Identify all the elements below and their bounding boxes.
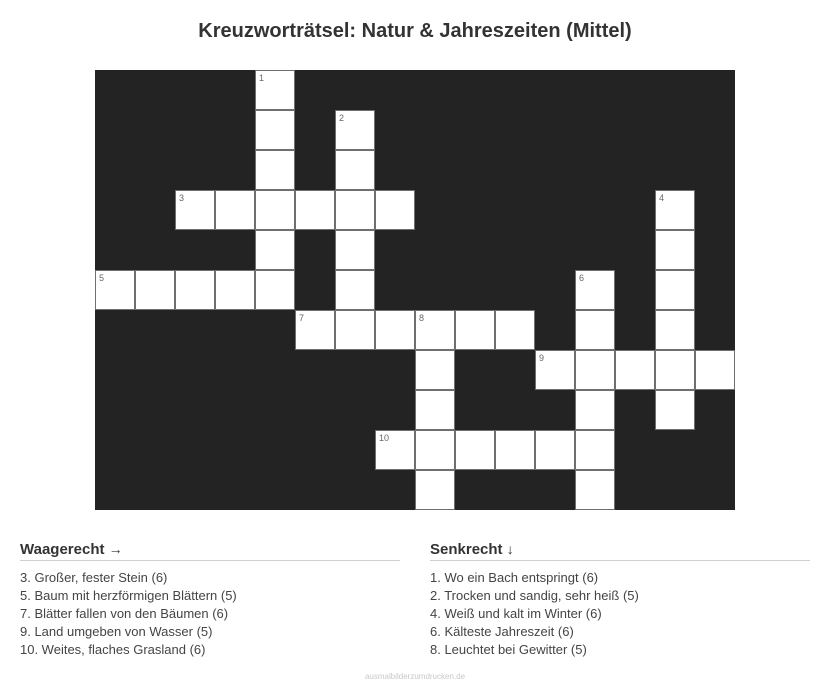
grid-cell[interactable] — [335, 190, 375, 230]
grid-cell[interactable] — [135, 270, 175, 310]
grid-cell[interactable] — [375, 190, 415, 230]
grid-cell[interactable] — [335, 110, 375, 150]
clue-item: 10. Weites, flaches Grasland (6) — [20, 642, 206, 657]
across-clues-section — [20, 540, 400, 659]
grid-cell[interactable] — [575, 390, 615, 430]
clue-item: 6. Kälteste Jahreszeit (6) — [430, 624, 574, 639]
grid-cell[interactable] — [175, 190, 215, 230]
clue-number: 7 — [299, 313, 305, 323]
grid-cell[interactable] — [175, 270, 215, 310]
grid-cell[interactable] — [575, 310, 615, 350]
grid-cell[interactable] — [415, 470, 455, 510]
grid-cell[interactable] — [295, 310, 335, 350]
grid-cell[interactable] — [575, 350, 615, 390]
grid-cell[interactable] — [415, 350, 455, 390]
clue-number: 6 — [579, 273, 585, 283]
grid-cell[interactable] — [255, 150, 295, 190]
grid-cell[interactable] — [655, 310, 695, 350]
footer-credit: ausmalbilderzumdrucken.de — [364, 672, 466, 681]
grid-cell[interactable] — [215, 190, 255, 230]
down-clue-list — [430, 569, 810, 659]
grid-cell[interactable] — [255, 110, 295, 150]
grid-cell[interactable] — [575, 470, 615, 510]
clue-item: 8. Leuchtet bei Gewitter (5) — [430, 642, 587, 657]
grid-cell[interactable] — [655, 390, 695, 430]
grid-cell[interactable] — [415, 310, 455, 350]
grid-cell[interactable] — [215, 270, 255, 310]
grid-cell[interactable] — [575, 430, 615, 470]
grid-cell[interactable] — [455, 310, 495, 350]
clue-item: 2. Trocken und sandig, sehr heiß (5) — [430, 588, 639, 603]
crossword-grid — [95, 70, 735, 510]
grid-cell[interactable] — [255, 70, 295, 110]
grid-cell[interactable] — [495, 430, 535, 470]
clue-number: 2 — [339, 113, 345, 123]
grid-cell[interactable] — [415, 390, 455, 430]
grid-cell[interactable] — [95, 270, 135, 310]
grid-cell[interactable] — [655, 350, 695, 390]
across-clue-list — [20, 569, 400, 659]
grid-cell[interactable] — [335, 310, 375, 350]
across-heading-label: Waagerecht — [20, 541, 105, 558]
across-heading — [20, 540, 400, 561]
clue-number: 8 — [419, 313, 425, 323]
grid-cell[interactable] — [295, 190, 335, 230]
arrow-down-icon: ↓ — [506, 541, 514, 557]
clue-number: 5 — [99, 273, 105, 283]
grid-cell[interactable] — [335, 230, 375, 270]
grid-cell[interactable] — [535, 430, 575, 470]
grid-cell[interactable] — [415, 430, 455, 470]
grid-cell[interactable] — [615, 350, 655, 390]
clue-item: 7. Blätter fallen von den Bäumen (6) — [20, 606, 229, 621]
grid-cell[interactable] — [255, 190, 295, 230]
arrow-right-icon: → — [108, 541, 123, 557]
grid-cell[interactable] — [695, 350, 735, 390]
grid-cell[interactable] — [655, 230, 695, 270]
grid-cell[interactable] — [335, 150, 375, 190]
clue-item: 5. Baum mit herzförmigen Blättern (5) — [20, 588, 237, 603]
page-title: Kreuzworträtsel: Natur & Jahreszeiten (Mittel) — [198, 20, 632, 42]
clue-item: 1. Wo ein Bach entspringt (6) — [430, 570, 599, 585]
grid-cell[interactable] — [455, 430, 495, 470]
grid-cell[interactable] — [655, 270, 695, 310]
clue-number: 3 — [179, 193, 185, 203]
grid-cell[interactable] — [375, 310, 415, 350]
grid-cell[interactable] — [655, 190, 695, 230]
grid-cell[interactable] — [375, 430, 415, 470]
grid-cell[interactable] — [495, 310, 535, 350]
grid-cell[interactable] — [335, 270, 375, 310]
down-clues-section — [430, 540, 810, 659]
grid-cell[interactable] — [575, 270, 615, 310]
down-heading-label: Senkrecht — [430, 541, 503, 558]
clue-item: 9. Land umgeben von Wasser (5) — [20, 624, 213, 639]
clue-number: 10 — [379, 433, 390, 443]
clue-item: 4. Weiß und kalt im Winter (6) — [430, 606, 602, 621]
clue-number: 1 — [259, 73, 265, 83]
clue-number: 9 — [539, 353, 545, 363]
grid-cell[interactable] — [535, 350, 575, 390]
clue-number: 4 — [659, 193, 665, 203]
down-heading — [430, 540, 810, 561]
clue-item: 3. Großer, fester Stein (6) — [20, 570, 168, 585]
grid-cell[interactable] — [255, 230, 295, 270]
grid-cell[interactable] — [255, 270, 295, 310]
